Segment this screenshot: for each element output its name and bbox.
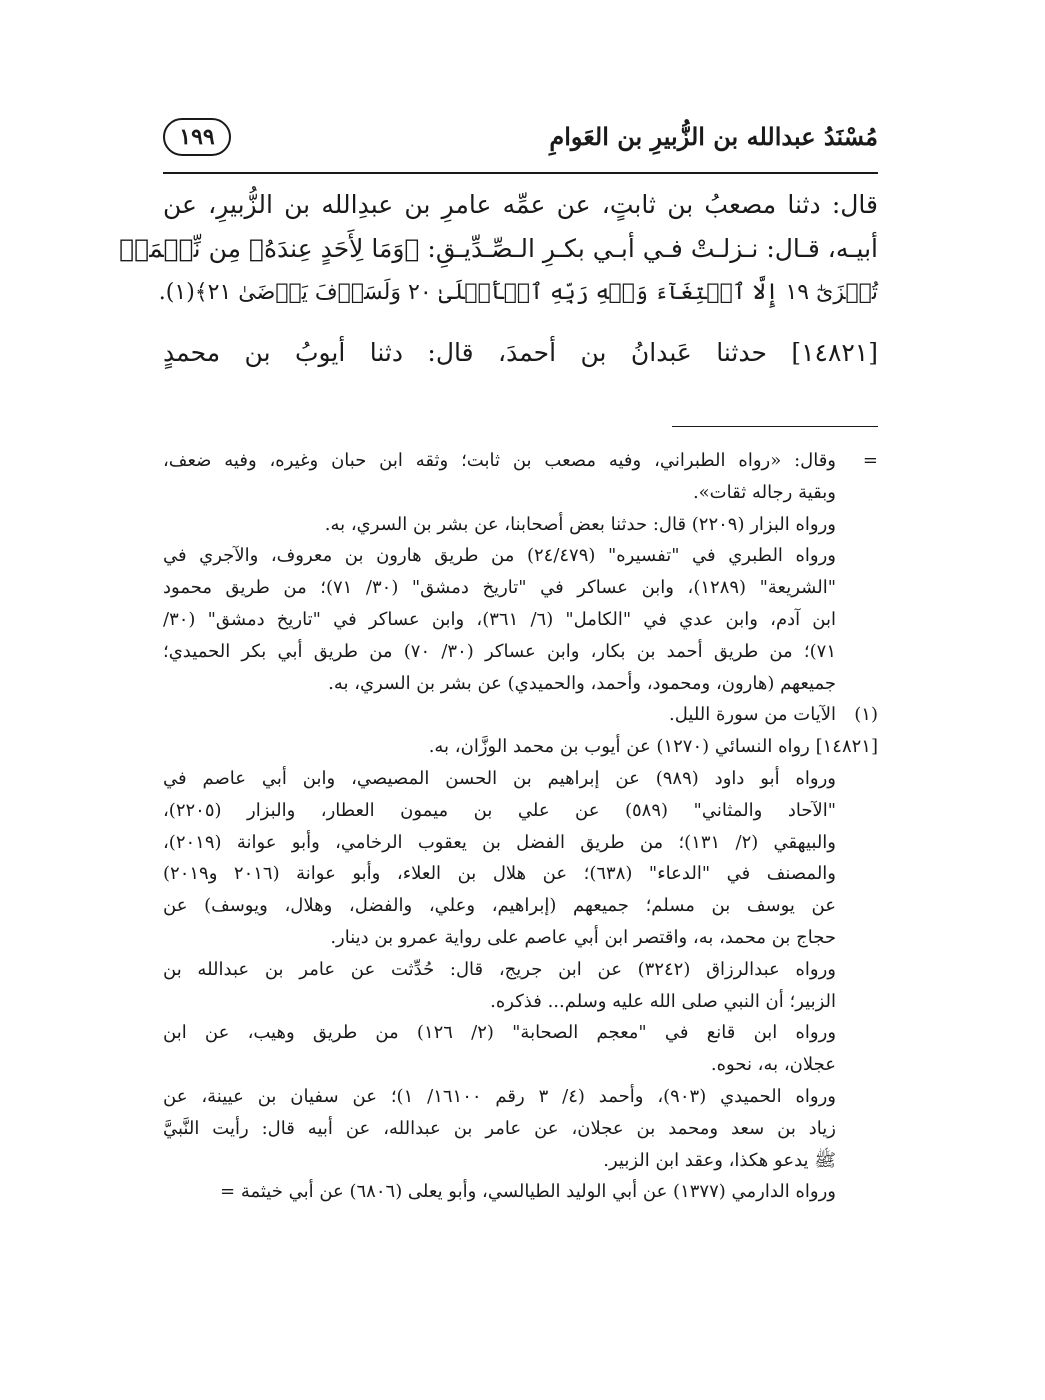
- footnote-line: [١٤٨٢١] رواه النسائي (١٢٧٠) عن أيوب بن محمد الوزَّان، به.: [428, 736, 878, 758]
- footnote-line: زياد بن سعد ومحمد بن عجلان، عن عامر بن عبدالله، عن أبيه قال: رأيت النَّبيَّ: [163, 1117, 836, 1139]
- footnote-line: [163, 445, 878, 477]
- header-rule: [163, 172, 878, 174]
- footnote-number: (١): [854, 704, 878, 726]
- footnote-line: وبقية رجاله ثقات».: [692, 481, 836, 503]
- footnote-line: ورواه ابن قانع في "معجم الصحابة" (٢/ ١٢٦) من طريق وهيب، عن ابن: [163, 1022, 837, 1044]
- footnote-text: الآيات من سورة الليل.: [669, 704, 836, 726]
- footnotes: [163, 445, 878, 1208]
- footnote-line: ٧١)؛ من طريق أحمد بن بكار، وابن عساكر (٣٠/ ٧٠) من طريق أبي بكر الحميدي؛: [163, 640, 836, 662]
- footnote-line: جميعهم (هارون، ومحمود، وأحمد، والحميدي) عن بشر بن السري، به.: [328, 672, 836, 694]
- footnote-line: "الشريعة" (١٢٨٩)، وابن عساكر في "تاريخ دمشق" (٣٠/ ٧١)؛ من طريق محمود: [163, 577, 836, 599]
- footnote-line: ورواه البزار (٢٢٠٩) قال: حدثنا بعض أصحابنا، عن بشر بن السري، به.: [324, 513, 836, 535]
- footnote-line: ﷺ يدعو هكذا، وعقد ابن الزبير.: [603, 1149, 836, 1171]
- running-title: مُسْنَدُ عبدالله بن الزُّبيرِ بن العَوامِ: [549, 122, 878, 151]
- footnote-line: "الآحاد والمثاني" (٥٨٩) عن علي بن ميمون العطار، والبزار (٢٢٠٥)،: [163, 799, 837, 821]
- footnote-line: والبيهقي (٢/ ١٣١)؛ من طريق الفضل بن يعقوب الرخامي، وأبو عوانة (٢٠١٩)،: [163, 831, 836, 853]
- footnote-line: ورواه الطبري في "تفسيره" (٢٤/٤٧٩) من طريق هارون بن معروف، والآجري في: [163, 545, 836, 567]
- main-text: [119, 183, 878, 375]
- footnote-line: الزبير؛ أن النبي صلى الله عليه وسلم... فذكره.: [490, 990, 836, 1012]
- footnote-line: ورواه عبدالرزاق (٣٢٤٢) عن ابن جريج، قال: حُدِّثت عن عامر بن عبدالله بن: [163, 958, 836, 980]
- page-number-badge: ١٩٩: [163, 118, 231, 156]
- main-text-line: قال: دثنا مصعبُ بن ثابتٍ، عن عمِّه عامرِ بن عبدِالله بن الزُّبيرِ، عن: [163, 190, 878, 219]
- footnote-line: ابن آدم، وابن عدي في "الكامل" (٦/ ٣٦١)، وابن عساكر في "تاريخ دمشق" (٣٠/: [163, 608, 836, 630]
- footnote-line: والمصنف في "الدعاء" (٦٣٨)؛ عن هلال بن العلاء، وأبو عوانة (٢٠١٦ و٢٠١٩): [163, 863, 837, 885]
- main-text-line: أبيـه، قـال: نـزلـتْ فـي أبـي بكـرِ الـصِّـدِّيـقِ: ﴿وَمَا لِأَحَدٍ عِندَهُۥ مِن نِّعۡمَةٖ: [119, 234, 878, 263]
- page-header: [163, 112, 878, 168]
- footnote-text: وقال: «رواه الطبراني، وفيه مصعب بن ثابت؛ وثقه ابن حبان وغيره، وفيه ضعف،: [163, 450, 836, 471]
- hadith-entry-heading: [١٤٨٢١] حدثنا عَبدانُ بن أحمدَ، قال: دثنا أيوبُ بن محمدٍ: [163, 338, 878, 367]
- footnote-separator: [672, 426, 878, 427]
- footnote-line: عجلان، به، نحوه.: [710, 1054, 836, 1076]
- footnote-line: ورواه أبو داود (٩٨٩) عن إبراهيم بن الحسن المصيصي، وابن أبي عاصم في: [163, 767, 836, 789]
- footnote-line: عن يوسف بن مسلم؛ جميعهم (إبراهيم، وعلي، والفضل، وهلال، ويوسف) عن: [163, 895, 836, 917]
- footnote-line: ورواه الدارمي (١٣٧٧) عن أبي الوليد الطيالسي، وأبو يعلى (٦٨٠٦) عن أبي خيثمة =: [220, 1181, 836, 1203]
- quran-verse-line: تُجۡزَىٰٓ ١٩ إِلَّا ٱبۡتِغَآءَ وَجۡهِ رَبِّهِ ٱلۡأَعۡلَىٰ ٢٠ وَلَسَوۡفَ يَرۡضَىٰ ٢١﴾(١).: [158, 280, 878, 305]
- footnote-line: [163, 699, 878, 731]
- footnote-line: ورواه الحميدي (٩٠٣)، وأحمد (٤/ ٣ رقم ١٦١٠٠/ ١)؛ عن سفيان بن عيينة، عن: [163, 1085, 836, 1107]
- continuation-mark: =: [862, 450, 878, 471]
- footnote-line: حجاج بن محمد، به، واقتصر ابن أبي عاصم على رواية عمرو بن دينار.: [330, 926, 836, 948]
